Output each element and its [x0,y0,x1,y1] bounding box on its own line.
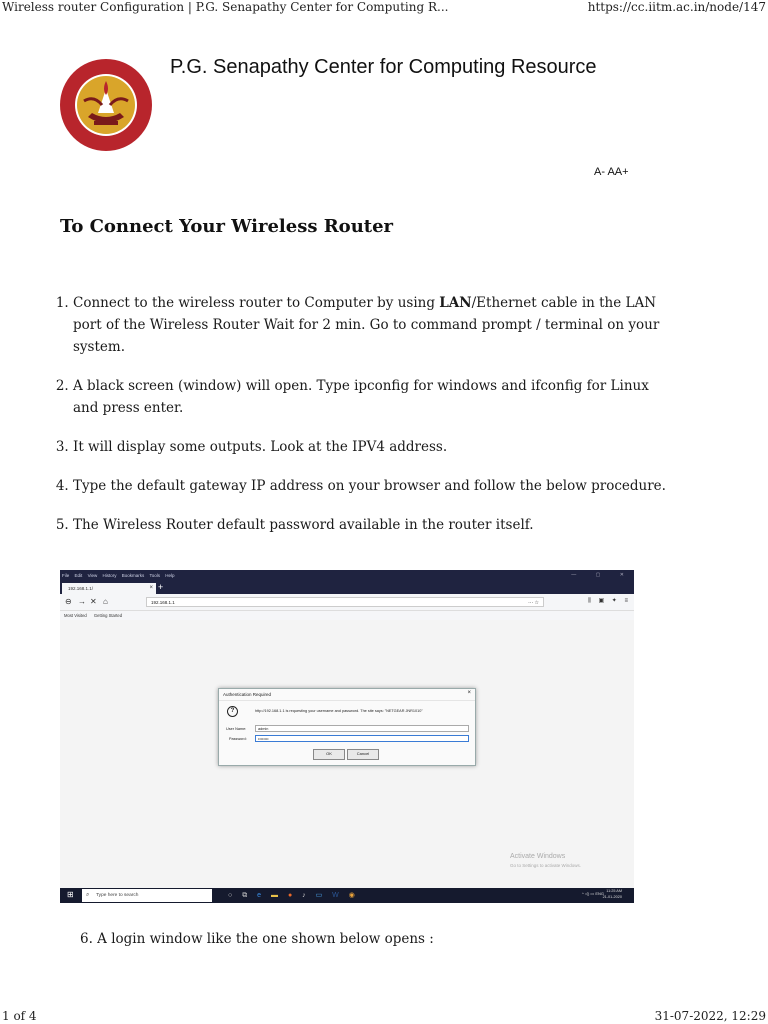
username-label: User Name: [226,727,247,731]
address-bar-url: 192.168.1.1 [151,600,175,605]
step-item: 3. It will display some outputs. Look at the IPV4 address. [73,436,673,458]
maximize-icon: ▢ [595,572,601,578]
new-tab-icon: + [158,582,164,592]
step-text: Connect to the wireless router to Computer by using [73,295,440,311]
question-icon: ? [227,706,238,717]
clock-time: 11:25 AM [606,889,622,893]
print-header-url: https://cc.iitm.ac.in/node/147 [587,0,766,14]
username-field: admin [255,725,469,732]
bookmark-item: Most Visited [64,613,87,618]
font-decrease-button[interactable]: A- [594,166,605,178]
font-increase-button[interactable]: A+ [614,166,629,178]
steps-list [58,292,673,553]
page-actions-icon: ··· ☆ [528,600,539,606]
tab-close-icon: × [149,585,153,591]
step-bold-text: LAN [439,295,472,311]
forward-icon: → [78,597,86,606]
browser-navbar [60,594,634,611]
step-item: 2. A black screen (window) will open. Type ipconfig for windows and ifconfig for Linux and press enter. [73,375,673,419]
taskbar-search-text: Type here to search [96,893,139,898]
auth-dialog-message: http://192.168.1.1 is requesting your username and password. The site says: "NETGEAR JNR1010" [255,709,423,713]
font-reset-button[interactable]: A [607,166,615,178]
cancel-button: Cancel [347,749,379,760]
taskbar-clock [603,889,622,900]
step-text: /Ethernet cable in the LAN port of the Wireless Router Wait for 2 min. Go to command prompt / terminal on your system. [73,295,660,355]
windows-start-icon: ⊞ [67,890,74,899]
firefox-icon: ● [287,892,293,899]
browser-menubar [60,570,634,581]
window-controls [557,570,628,581]
browser-tabbar [60,581,634,594]
menu-item: History [102,573,117,578]
menu-item: Edit [74,573,83,578]
task-view-icon: ⧉ [242,892,248,899]
clock-date: 21-01-2020 [602,894,622,899]
app-icon: ♪ [302,892,306,899]
extension-icon: ✦ [611,598,617,604]
sidebar-icon: ▣ [598,598,605,604]
page-title: To Connect Your Wireless Router [60,216,394,237]
auth-dialog-title-text: Authentication Required [223,692,272,697]
router-login-screenshot [60,570,634,903]
print-footer-datetime: 31-07-2022, 12:29 [654,1009,766,1023]
activate-windows-watermark: Activate Windows [510,853,566,860]
browser-tab [62,583,156,594]
home-icon: ⌂ [103,597,108,606]
windows-taskbar [60,888,634,903]
ok-button: OK [313,749,345,760]
chrome-icon: ◉ [348,892,355,899]
auth-dialog [218,688,476,766]
site-name[interactable]: P.G. Senapathy Center for Computing Resource [170,56,597,78]
minimize-icon: — [571,572,577,578]
close-icon: ✕ [619,572,624,578]
step-6-text: 6. A login window like the one shown below opens : [80,931,434,947]
taskbar-search [82,889,212,902]
menu-item: Bookmarks [121,573,145,578]
auth-dialog-title [219,689,475,701]
step-item: 4. Type the default gateway IP address on your browser and follow the below procedure. [73,475,673,497]
font-size-controls [594,166,629,178]
file-explorer-icon: ▬ [271,892,278,899]
back-icon: ⊖ [65,597,72,606]
language-indicator: ENG [595,891,604,896]
library-icon: ⫼ [588,598,591,604]
word-icon: W [332,892,339,899]
menu-item: View [87,573,98,578]
stop-icon: ✕ [90,597,97,606]
print-footer-page: 1 of 4 [2,1009,37,1023]
taskbar-app-icons [228,891,363,900]
app-icon: ▭ [315,892,323,899]
edge-icon: e [257,892,262,899]
menu-item: Tools [149,573,160,578]
step-item: 5. The Wireless Router default password available in the router itself. [73,514,673,536]
print-header-title: Wireless router Configuration | P.G. Senapathy Center for Computing R... [2,0,449,14]
menu-item: File [62,573,70,578]
cortana-icon: ○ [228,892,233,899]
search-icon: ⌕ [86,892,90,898]
address-bar [146,597,544,607]
system-tray: ^ ◁) ▭ ENG [581,891,604,896]
toolbar-icons [582,597,628,605]
password-label: Password: [229,737,247,741]
activate-windows-subtext: Go to Settings to activate Windows. [510,863,582,868]
tab-label: 192.168.1.1/ [68,586,94,591]
step-item [73,292,673,358]
password-field: •••••••• [255,735,469,742]
iit-madras-emblem-icon [58,55,154,155]
bookmark-item: Getting Started [93,613,123,618]
menu-item: Help [165,573,175,578]
close-icon: × [467,690,471,696]
menu-icon: ≡ [624,598,628,604]
